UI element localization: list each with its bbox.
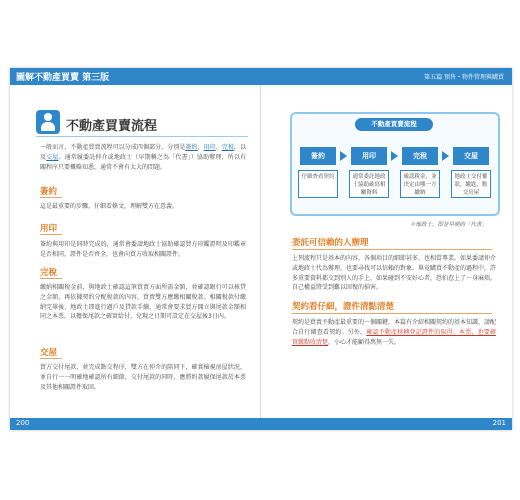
heading-underline: [292, 249, 492, 250]
section-heading-tax: 完稅: [40, 268, 58, 278]
section-heading-handover: 交屋: [40, 348, 58, 358]
heading-underline: [40, 234, 62, 235]
step-seal: 用印: [351, 147, 387, 165]
heading-underline: [40, 278, 62, 279]
section-text-handover: 買方交付尾款，並完成點交程序，雙方在仲介的陪同下，確實檢視房屋狀況，並自行一一明確地確認所有細節，交付尾款的同時，應將約款履保尾款於本票及其他相關證件取回。: [40, 364, 246, 391]
heading-underline: [40, 197, 62, 198]
arrow-right-icon: [391, 151, 398, 161]
footer-band: [10, 418, 512, 430]
arrow-right-icon: [442, 151, 449, 161]
section-heading-trust: 委託可信賴的人辦理: [292, 238, 369, 248]
step-sign: 簽約: [300, 147, 336, 165]
heading-underline: [292, 313, 492, 314]
section-text-sign: 這是最重要的步驟，仔細看條文，理解雙方在意義。: [40, 203, 179, 210]
book-spine: [260, 68, 261, 430]
page-number-left: 200: [16, 419, 30, 427]
diagram-title: 不動產買賣流程: [355, 118, 433, 131]
page-number-right: 201: [492, 419, 506, 427]
person-icon: [36, 110, 60, 134]
section-text-seal: 簽約與用印是同時完成的，通常會委請地政士協助確認買方印鑑證明及印鑑章是否相同，證件是否齊全，也會向買方收取相關證件。: [40, 241, 246, 258]
heading-underline: [40, 358, 62, 359]
section-text-contract: 契約是買賣不動產最重要的一個關鍵，本篇有介紹相關契約的基本知識，請配合自行細查看契約。另外，確認不動產移轉登記證件的取得、本票，也要確實繳點收清楚，小心才能顧得萬無一失。: [292, 319, 497, 346]
arrow-right-icon: [340, 151, 347, 161]
title-divider: [36, 136, 248, 137]
chapter-title: 第五篇 預售・物件管理與購買: [424, 74, 504, 81]
section-heading-seal: 用印: [40, 224, 58, 234]
intro-paragraph: 一般而言，不動產買賣流程可以分成四個部分，分別是簽約、用印、完稅，以及交屋。通常履委託仲介或地政士（早期稱之為「代書」）協助辦理，所以有關程序只要概略知悉，通常不會有太大的問題。: [40, 144, 246, 171]
step-note: 仔細查看契約: [298, 170, 338, 198]
book-title: 圖解不動產買賣 第三版: [16, 73, 110, 83]
diagram-caption: ＊地政士，即是早期的「代書」: [410, 222, 488, 228]
section-heading-contract: 契約看仔細，證件清點清楚: [292, 302, 395, 312]
step-note: 地政士交付權狀，繳匙，點交房屋: [451, 170, 491, 198]
step-note: 通常委託地政士協助確寫相關資料: [349, 170, 389, 198]
step-note: 確認稅金，並決定由哪一方繳納: [400, 170, 440, 198]
page-title: 不動產買賣流程: [66, 119, 158, 134]
section-text-trust: 上列流程只是基本的內容，各個項目的細節甚多，也相當專業。如果委請仲介或地政士代為辦理，也要尋找可以信賴的對象。畢竟購買不動產的過程中，許多重要資料都交到別人的手上，如果碰到不安好心者，恐怕惹上了一身麻煩，自己權益將受到難以回復的損害。: [292, 255, 497, 292]
step-tax: 完稅: [402, 147, 438, 165]
section-text-tax: 繳納相關稅金前，與地政士確認這筆買賣方面所需金額，並確認銀行可以核貸之金額，再依據契約分配稅款的內容，買賣雙方應繳相關稅款。相關稅款付繳納完畢後，地政士即進行過戶及貸款手續，通常會要求買方開立與尾款金額相同之本票，以擔保尾款之確實給付，兌現之日期可設定在交屋後3日內。: [40, 284, 246, 321]
step-handover: 交屋: [453, 147, 489, 165]
header-band: [10, 68, 512, 85]
section-heading-sign: 簽約: [40, 187, 58, 197]
